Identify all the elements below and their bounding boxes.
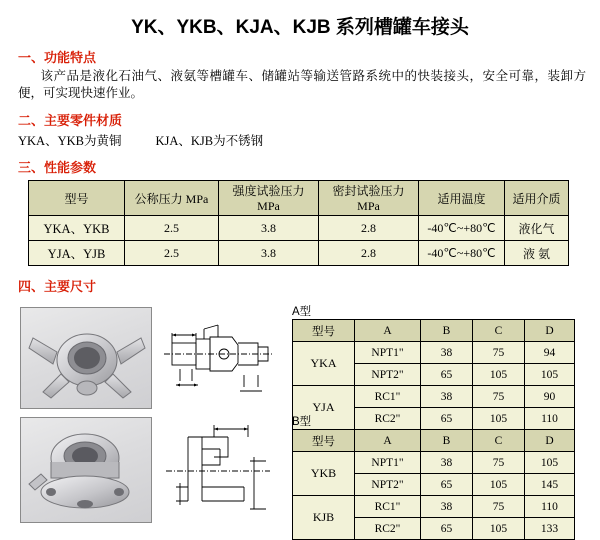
section-heading-features: 一、功能特点: [18, 50, 97, 65]
dim-b-model-kjb: KJB: [293, 496, 355, 540]
performance-table: [28, 180, 569, 266]
dim-a-r1-c3: 105: [473, 364, 525, 386]
dim-b-r1-c1: NPT2": [355, 474, 421, 496]
table-row: [29, 216, 569, 241]
section-heading-performance: 三、性能参数: [18, 160, 97, 175]
table-row: [29, 241, 569, 266]
dim-b-r1-c4: 145: [525, 474, 575, 496]
dim-a-r1-c2: 65: [421, 364, 473, 386]
dimension-group-label-b: B型: [292, 416, 312, 428]
photo-b-graphic: [21, 418, 151, 522]
perf-r0-c4: -40℃~+80℃: [419, 216, 505, 241]
dim-b-col-1: A: [355, 430, 421, 452]
table-header-row: [293, 430, 575, 452]
dimension-table-a: [292, 319, 575, 430]
perf-r1-c5: 液 氨: [505, 241, 569, 266]
photo-b: [20, 417, 152, 523]
dim-b-r2-c3: 75: [473, 496, 525, 518]
table-header-row: [29, 181, 569, 216]
drawing-b-graphic: [158, 417, 278, 521]
dim-b-r3-c3: 105: [473, 518, 525, 540]
perf-r0-c0: YKA、YKB: [29, 216, 125, 241]
dim-b-col-3: C: [473, 430, 525, 452]
dim-a-r3-c3: 105: [473, 408, 525, 430]
dim-a-r3-c2: 65: [421, 408, 473, 430]
photo-a-graphic: [21, 308, 151, 408]
dim-a-col-0: 型号: [293, 320, 355, 342]
table-row: [293, 496, 575, 518]
perf-r0-c2: 3.8: [219, 216, 319, 241]
perf-col-2: 强度试验压力 MPa: [219, 181, 319, 216]
table-header-row: [293, 320, 575, 342]
dim-b-col-2: B: [421, 430, 473, 452]
perf-r0-c3: 2.8: [319, 216, 419, 241]
dim-b-r2-c1: RC1": [355, 496, 421, 518]
table-row: [293, 386, 575, 408]
page-title: YK、YKB、KJA、KJB 系列槽罐车接头: [131, 17, 469, 38]
dim-a-model-yka: YKA: [293, 342, 355, 386]
dim-b-r3-c4: 133: [525, 518, 575, 540]
dim-b-r0-c4: 105: [525, 452, 575, 474]
perf-r1-c2: 3.8: [219, 241, 319, 266]
dim-a-col-1: A: [355, 320, 421, 342]
dim-b-col-4: D: [525, 430, 575, 452]
section-body-features: [18, 68, 586, 102]
dim-a-col-2: B: [421, 320, 473, 342]
dim-b-r0-c2: 38: [421, 452, 473, 474]
dim-b-r2-c4: 110: [525, 496, 575, 518]
dim-b-model-ykb: YKB: [293, 452, 355, 496]
dim-a-col-3: C: [473, 320, 525, 342]
perf-r1-c1: 2.5: [125, 241, 219, 266]
dim-a-r2-c1: RC1": [355, 386, 421, 408]
material-line: [18, 131, 600, 149]
perf-col-3: 密封试验压力 MPa: [319, 181, 419, 216]
section-heading-dimensions: 四、主要尺寸: [18, 279, 97, 294]
table-row: [293, 342, 575, 364]
dimension-group-label-a: A型: [292, 306, 312, 318]
dim-a-r3-c4: 110: [525, 408, 575, 430]
material-right: KJA、KJB为不锈钢: [155, 134, 264, 148]
perf-r0-c5: 液化气: [505, 216, 569, 241]
perf-r1-c0: YJA、YJB: [29, 241, 125, 266]
drawing-a-graphic: [158, 307, 278, 407]
perf-r1-c4: -40℃~+80℃: [419, 241, 505, 266]
dim-a-model-yja: YJA: [293, 386, 355, 430]
dim-a-r1-c1: NPT2": [355, 364, 421, 386]
dim-a-col-4: D: [525, 320, 575, 342]
dim-b-r3-c1: RC2": [355, 518, 421, 540]
features-text: 该产品是液化石油气、液氨等槽罐车、储罐站等输送管路系统中的快装接头，安全可靠，装卸方便，可实现快速作业。: [18, 69, 586, 100]
dim-a-r0-c4: 94: [525, 342, 575, 364]
dim-b-col-0: 型号: [293, 430, 355, 452]
dim-b-r0-c1: NPT1": [355, 452, 421, 474]
perf-col-1: 公称压力 MPa: [125, 181, 219, 216]
photo-a: [20, 307, 152, 409]
dim-b-r3-c2: 65: [421, 518, 473, 540]
drawing-b: [158, 417, 278, 521]
dim-a-r3-c1: RC2": [355, 408, 421, 430]
dim-b-r0-c3: 75: [473, 452, 525, 474]
drawing-a: [158, 307, 278, 407]
dim-a-r1-c4: 105: [525, 364, 575, 386]
perf-r1-c3: 2.8: [319, 241, 419, 266]
dim-b-r1-c2: 65: [421, 474, 473, 496]
table-row: [293, 452, 575, 474]
perf-r0-c1: 2.5: [125, 216, 219, 241]
perf-col-0: 型号: [29, 181, 125, 216]
perf-col-5: 适用介质: [505, 181, 569, 216]
dim-a-r2-c3: 75: [473, 386, 525, 408]
dim-b-r2-c2: 38: [421, 496, 473, 518]
dim-a-r0-c1: NPT1": [355, 342, 421, 364]
dim-a-r0-c3: 75: [473, 342, 525, 364]
material-left: YKA、YKB为黄铜: [18, 134, 122, 148]
dim-a-r0-c2: 38: [421, 342, 473, 364]
dimensions-area: [0, 301, 600, 535]
dim-b-r1-c3: 105: [473, 474, 525, 496]
dim-a-r2-c4: 90: [525, 386, 575, 408]
dim-a-r2-c2: 38: [421, 386, 473, 408]
perf-col-4: 适用温度: [419, 181, 505, 216]
section-heading-material: 二、主要零件材质: [18, 113, 123, 128]
dimension-table-b: [292, 429, 575, 540]
